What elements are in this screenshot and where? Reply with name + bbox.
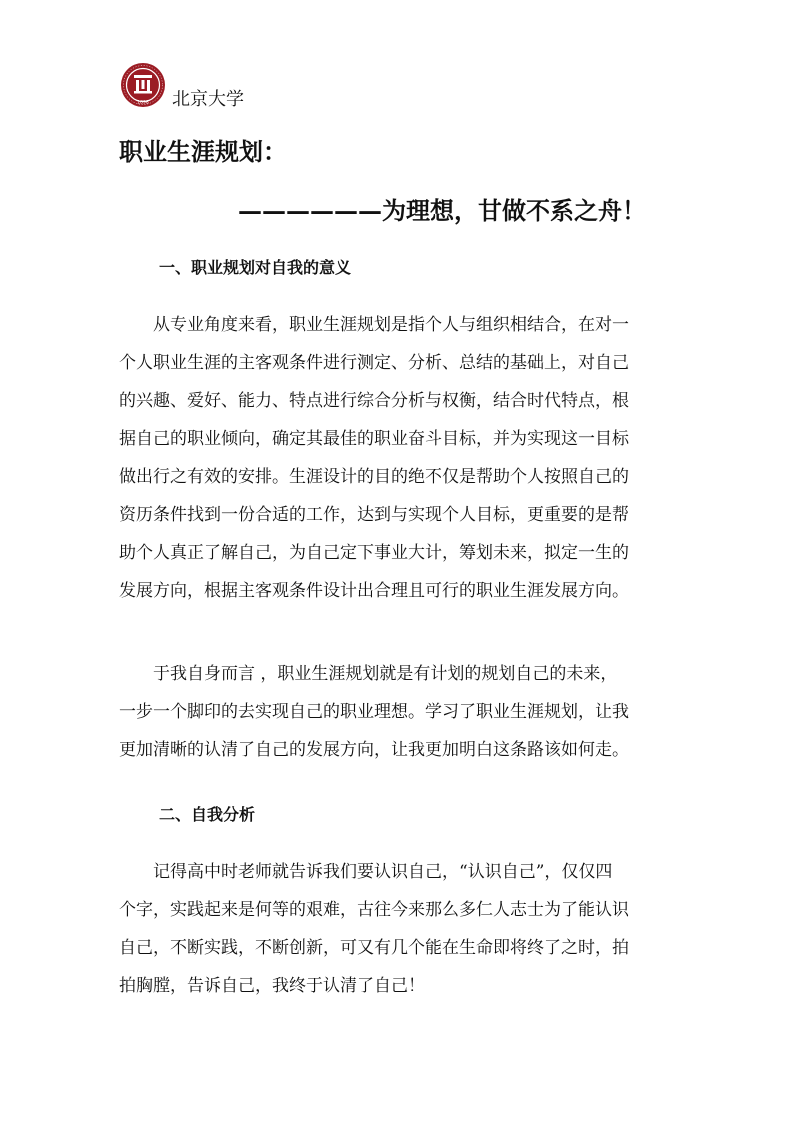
text-line: 从专业角度来看，职业生涯规划是指个人与组织相结合，在对一 xyxy=(153,315,629,335)
text-line: 资历条件找到一份合适的工作，达到与实现个人目标，更重要的是帮 xyxy=(119,505,629,525)
text-line: 做出行之有效的安排。生涯设计的目的绝不仅是帮助个人按照自己的 xyxy=(119,467,629,487)
text-line: 记得高中时老师就告诉我们要认识自己，“认识自己”，仅仅四 xyxy=(153,862,613,882)
paragraph-know-yourself xyxy=(119,853,675,1005)
text-line: 的兴趣、爱好、能力、特点进行综合分析与权衡，结合时代特点，根 xyxy=(119,391,629,411)
text-line: 于我自身而言 ，职业生涯规划就是有计划的规划自己的未来， xyxy=(153,664,618,684)
text-line: 据自己的职业倾向，确定其最佳的职业奋斗目标，并为实现这一目标 xyxy=(119,429,629,449)
university-name: 北京大学 xyxy=(172,89,244,110)
text-line: 更加清晰的认清了自己的发展方向，让我更加明白这条路该如何走。 xyxy=(119,740,629,760)
document-subtitle: ——————为理想，甘做不系之舟！ xyxy=(238,196,646,225)
text-line: 拍胸膛，告诉自己，我终于认清了自己！ xyxy=(119,976,425,996)
text-line: 个字，实践起来是何等的艰难，古往今来那么多仁人志士为了能认识 xyxy=(119,900,629,920)
document-title: 职业生涯规划： xyxy=(119,137,287,166)
text-line: 自己，不断实践，不断创新，可又有几个能在生命即将终了之时，拍 xyxy=(119,938,629,958)
paragraph-personal-view xyxy=(119,655,675,769)
section-heading-meaning: 一、职业规划对自我的意义 xyxy=(159,258,352,277)
text-line: 个人职业生涯的主客观条件进行测定、分析、总结的基础上，对自己 xyxy=(119,353,629,373)
section-heading-self-analysis: 二、自我分析 xyxy=(159,805,256,824)
text-line: 助个人真正了解自己，为自己定下事业大计，筹划未来，拟定一生的 xyxy=(119,543,629,563)
text-line: 发展方向，根据主客观条件设计出合理且可行的职业生涯发展方向。 xyxy=(119,581,629,601)
text-line: 一步一个脚印的去实现自己的职业理想。学习了职业生涯规划，让我 xyxy=(119,702,629,722)
seal-year: 1898 xyxy=(137,100,149,106)
university-seal-logo xyxy=(120,62,166,108)
paragraph-career-definition xyxy=(119,306,675,610)
